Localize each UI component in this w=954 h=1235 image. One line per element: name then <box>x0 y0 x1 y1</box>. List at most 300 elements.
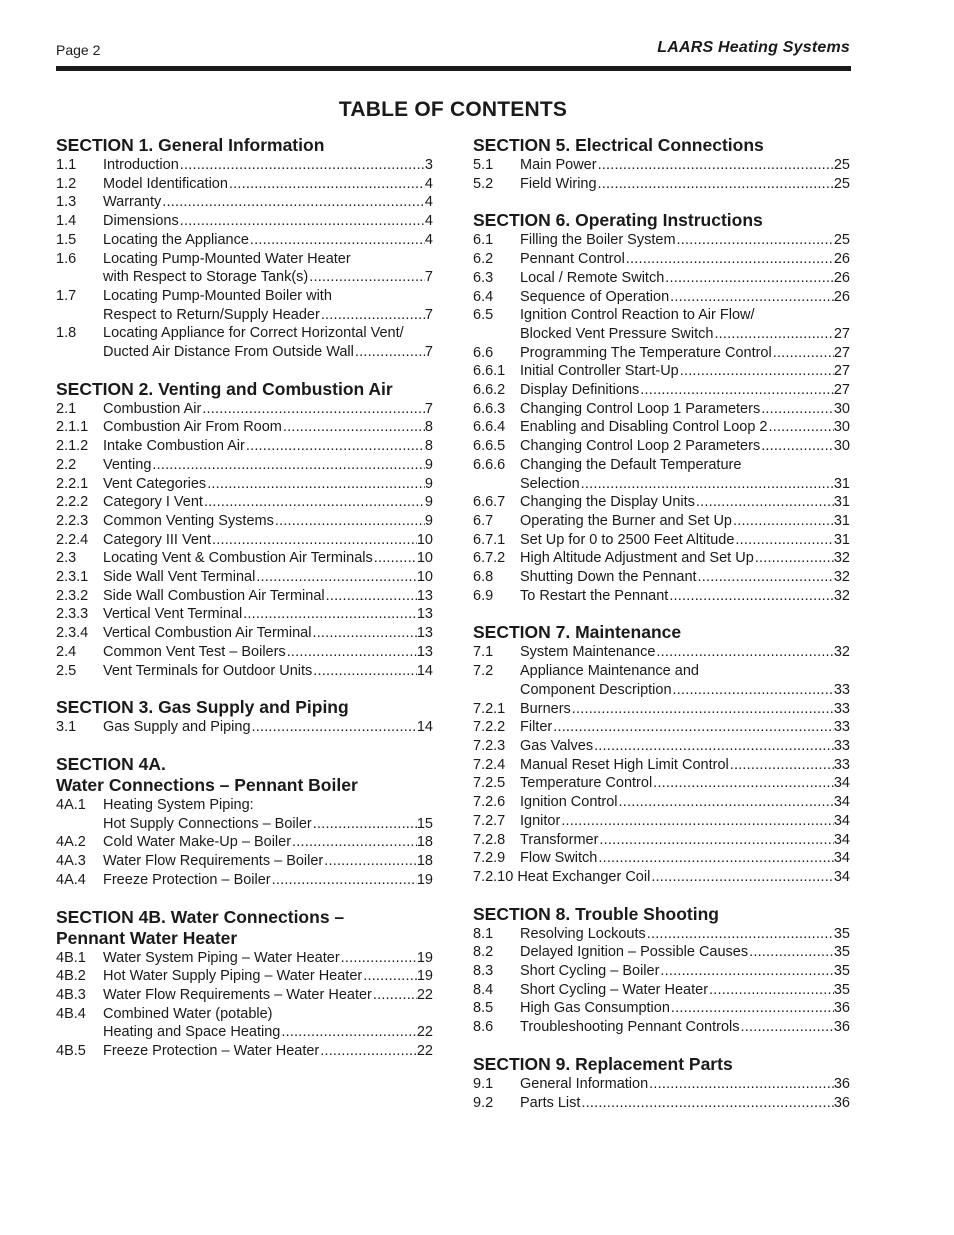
leader-dots <box>560 812 834 831</box>
entry-number: 7.2.10 <box>473 868 514 885</box>
entry-number: 2.2.4 <box>56 531 89 548</box>
leader-dots <box>323 852 417 871</box>
document-title: TABLE OF CONTENTS <box>338 98 568 121</box>
leader-dots <box>676 231 834 250</box>
leader-dots <box>659 962 833 981</box>
entry-number: 1.6 <box>56 250 77 267</box>
entry-number: 6.8 <box>473 569 494 586</box>
toc-entry <box>56 986 433 1005</box>
entry-page: 26 <box>833 269 850 286</box>
leader-dots <box>308 268 425 287</box>
entry-page: 33 <box>833 719 850 736</box>
leader-dots <box>251 718 417 737</box>
entry-title: Short Cycling – Boiler <box>520 963 660 980</box>
toc-entry <box>473 456 850 475</box>
toc-entry <box>56 1023 433 1042</box>
entry-title: Hot Supply Connections – Boiler <box>103 815 312 832</box>
entry-page: 33 <box>833 681 850 698</box>
entry-page: 35 <box>833 925 850 942</box>
entry-number: 7.2.4 <box>473 756 506 773</box>
entry-page: 31 <box>833 475 850 492</box>
toc-entry <box>56 833 433 852</box>
section-title: Pennant Water Heater <box>56 927 238 948</box>
leader-dots <box>161 193 425 212</box>
entry-number: 6.6 <box>473 344 494 361</box>
leader-dots <box>772 344 834 363</box>
leader-dots <box>652 774 834 793</box>
entry-number: 9.2 <box>473 1094 494 1111</box>
toc-entry <box>473 643 850 662</box>
toc-section <box>56 379 433 681</box>
leader-dots <box>597 175 834 194</box>
toc-entry <box>473 231 850 250</box>
toc-entry <box>56 624 433 643</box>
entry-number: 7.2.9 <box>473 850 506 867</box>
entry-number: 9.1 <box>473 1075 494 1092</box>
leader-dots <box>650 868 834 887</box>
leader-dots <box>354 343 425 362</box>
leader-dots <box>211 531 417 550</box>
entry-page: 33 <box>833 700 850 717</box>
entry-page: 15 <box>416 815 433 832</box>
entry-page: 34 <box>833 868 850 885</box>
brand-name: LAARS Heating Systems <box>657 39 850 56</box>
toc-section <box>56 135 433 362</box>
entry-page: 13 <box>416 606 433 623</box>
entry-title: Programming The Temperature Control <box>520 344 772 361</box>
entry-title: with Respect to Storage Tank(s) <box>103 269 309 286</box>
entry-page: 19 <box>416 871 433 888</box>
entry-number: 6.6.4 <box>473 419 506 436</box>
entry-page: 35 <box>833 963 850 980</box>
entry-number <box>56 343 103 362</box>
entry-number <box>56 1023 103 1042</box>
leader-dots <box>311 624 416 643</box>
leader-dots <box>580 1094 833 1113</box>
leader-dots <box>228 175 425 194</box>
entry-page: 30 <box>833 438 850 455</box>
entry-number: 6.6.5 <box>473 438 506 455</box>
entry-title: Changing Control Loop 2 Parameters <box>520 438 761 455</box>
toc-entry <box>473 549 850 568</box>
toc-entry <box>473 587 850 606</box>
entry-number <box>473 475 520 494</box>
entry-title: Selection <box>520 475 580 492</box>
toc-entry <box>473 512 850 531</box>
entry-number: 8.2 <box>473 944 494 961</box>
entry-title: To Restart the Pennant <box>520 587 669 604</box>
toc-entry <box>473 475 850 494</box>
entry-number: 8.5 <box>473 1000 494 1017</box>
entry-page: 25 <box>833 157 850 173</box>
entry-number: 7.1 <box>473 644 494 661</box>
entry-title: Hot Water Supply Piping – Water Heater <box>103 968 363 985</box>
leader-dots <box>255 568 417 587</box>
entry-title: Operating the Burner and Set Up <box>520 512 732 529</box>
entry-number <box>56 268 103 287</box>
section-title: SECTION 6. Operating Instructions <box>473 210 763 231</box>
entry-title: Locating Pump-Mounted Boiler with <box>103 287 332 304</box>
leader-dots <box>282 418 425 437</box>
entry-number: 7.2.8 <box>473 831 506 848</box>
section-title: Water Connections – Pennant Boiler <box>56 774 358 795</box>
leader-dots <box>648 1075 834 1094</box>
entry-page: 10 <box>416 569 433 586</box>
leader-dots <box>655 643 833 662</box>
entry-number: 6.7 <box>473 512 494 529</box>
leader-dots <box>760 400 834 419</box>
entry-page: 34 <box>833 831 850 848</box>
toc-section <box>56 697 433 737</box>
entry-number: 7.2.7 <box>473 812 506 829</box>
entry-page: 36 <box>833 1075 850 1092</box>
entry-title: Filter <box>520 719 553 736</box>
entry-title: General Information <box>520 1075 649 1092</box>
toc-entry <box>56 175 433 194</box>
entry-number: 3.1 <box>56 719 77 736</box>
entry-title: Locating Vent & Combustion Air Terminals <box>103 550 373 567</box>
entry-number: 2.3.3 <box>56 606 89 623</box>
entry-title: Field Wiring <box>520 175 597 192</box>
toc-entry <box>473 868 850 887</box>
entry-page: 36 <box>833 1019 850 1036</box>
entry-page: 14 <box>416 662 433 679</box>
leader-dots <box>271 871 417 890</box>
entry-page: 32 <box>833 587 850 604</box>
entry-page: 33 <box>833 756 850 773</box>
entry-number: 7.2.3 <box>473 737 506 754</box>
toc-entry <box>473 269 850 288</box>
entry-number: 6.6.3 <box>473 400 506 417</box>
entry-page: 4 <box>424 175 433 192</box>
entry-number: 1.8 <box>56 325 77 342</box>
entry-number: 2.3.1 <box>56 569 89 586</box>
leader-dots <box>679 362 834 381</box>
entry-page: 36 <box>833 1000 850 1017</box>
entry-number: 6.9 <box>473 587 494 604</box>
toc-entry <box>473 756 850 775</box>
leader-dots <box>618 793 834 812</box>
entry-number: 4B.3 <box>56 986 86 1003</box>
entry-title: Freeze Protection – Water Heater <box>103 1043 320 1060</box>
entry-number: 6.5 <box>473 307 494 324</box>
entry-title: Venting <box>103 456 152 473</box>
entry-number: 2.1.1 <box>56 419 89 436</box>
entry-page: 30 <box>833 400 850 417</box>
entry-page: 7 <box>424 344 433 361</box>
entry-page: 27 <box>833 344 850 361</box>
entry-title: Respect to Return/Supply Header <box>103 306 320 323</box>
entry-number: 2.2.3 <box>56 512 89 529</box>
toc-entry <box>56 343 433 362</box>
toc-entry <box>56 587 433 606</box>
toc-entry <box>473 381 850 400</box>
entry-title: Vertical Vent Terminal <box>103 606 243 623</box>
toc-entry <box>56 967 433 986</box>
leader-dots <box>597 156 834 175</box>
toc-entry <box>473 568 850 587</box>
entry-title: Introduction <box>103 157 179 173</box>
leader-dots <box>760 437 834 456</box>
entry-page: 18 <box>416 834 433 851</box>
entry-title: Troubleshooting Pennant Controls <box>520 1019 740 1036</box>
toc-entry <box>56 212 433 231</box>
entry-title: Locating Pump-Mounted Water Heater <box>103 250 351 267</box>
entry-number: 7.2.6 <box>473 794 506 811</box>
entry-title: Local / Remote Switch <box>520 269 665 286</box>
entry-page: 9 <box>424 475 433 492</box>
entry-title: Delayed Ignition – Possible Causes <box>520 944 749 961</box>
entry-title: Locating Appliance for Correct Horizontal Vent/ <box>103 325 404 342</box>
toc-entry <box>473 999 850 1018</box>
toc-entry <box>56 287 433 306</box>
section-title: SECTION 4B. Water Connections – <box>56 906 345 927</box>
entry-title: Changing the Display Units <box>520 494 695 511</box>
toc-entry <box>473 1094 850 1113</box>
leader-dots <box>325 587 417 606</box>
entry-page: 32 <box>833 550 850 567</box>
entry-page: 25 <box>833 232 850 249</box>
toc-entry <box>56 796 433 815</box>
leader-dots <box>597 849 834 868</box>
entry-title: Gas Supply and Piping <box>103 719 251 736</box>
leader-dots <box>362 967 417 986</box>
entry-page: 13 <box>416 643 433 660</box>
leader-dots <box>664 269 834 288</box>
toc-entry <box>56 871 433 890</box>
toc-section <box>56 907 433 1061</box>
entry-title: Initial Controller Start-Up <box>520 363 679 380</box>
entry-number: 4A.4 <box>56 871 86 888</box>
toc-entry <box>56 643 433 662</box>
entry-title: Display Definitions <box>520 382 640 399</box>
toc-entry <box>473 849 850 868</box>
toc-entry <box>473 400 850 419</box>
entry-title: Water Flow Requirements – Boiler <box>103 853 324 870</box>
leader-dots <box>372 986 417 1005</box>
toc-entry <box>56 815 433 834</box>
entry-page: 26 <box>833 288 850 305</box>
entry-number: 6.6.2 <box>473 382 506 399</box>
entry-number: 2.4 <box>56 643 77 660</box>
section-title: SECTION 5. Electrical Connections <box>473 135 764 155</box>
entry-title: Burners <box>520 700 571 717</box>
toc-entry <box>473 812 850 831</box>
toc-entry <box>473 418 850 437</box>
toc-entry <box>56 418 433 437</box>
entry-title: Locating the Appliance <box>103 231 249 248</box>
entry-title: Dimensions <box>103 213 179 230</box>
entry-title: Manual Reset High Limit Control <box>520 756 729 773</box>
entry-page: 36 <box>833 1094 850 1111</box>
toc-entry <box>56 1005 433 1024</box>
entry-page: 27 <box>833 363 850 380</box>
entry-page: 3 <box>424 157 433 173</box>
toc-entry <box>56 512 433 531</box>
toc-entry <box>473 943 850 962</box>
entry-title: Side Wall Combustion Air Terminal <box>103 587 325 604</box>
entry-page: 34 <box>833 850 850 867</box>
toc-entry <box>473 1018 850 1037</box>
entry-page: 35 <box>833 981 850 998</box>
entry-title: Side Wall Vent Terminal <box>103 569 256 586</box>
toc-entry <box>56 193 433 212</box>
leader-dots <box>625 250 834 269</box>
entry-number <box>56 306 103 325</box>
toc-entry <box>473 362 850 381</box>
leader-dots <box>729 756 834 775</box>
entry-number: 2.5 <box>56 662 77 679</box>
leader-dots <box>312 815 417 834</box>
entry-page: 31 <box>833 494 850 511</box>
toc-entry <box>473 662 850 681</box>
toc-entry <box>56 250 433 269</box>
leader-dots <box>767 418 833 437</box>
section-title: SECTION 9. Replacement Parts <box>473 1053 733 1074</box>
entry-number: 2.2.2 <box>56 494 89 511</box>
entry-page: 7 <box>424 400 433 417</box>
entry-number: 2.3 <box>56 550 77 567</box>
toc-entry <box>473 156 850 175</box>
toc-entry <box>473 925 850 944</box>
entry-page: 35 <box>833 944 850 961</box>
toc-section <box>473 622 850 886</box>
toc-entry <box>56 605 433 624</box>
entry-title: Category I Vent <box>103 494 203 511</box>
toc-entry <box>473 831 850 850</box>
entry-number <box>473 325 520 344</box>
entry-title: Resolving Lockouts <box>520 925 646 942</box>
entry-number: 2.3.4 <box>56 625 89 642</box>
toc-entry <box>473 681 850 700</box>
toc-entry <box>473 962 850 981</box>
entry-number: 8.1 <box>473 925 494 942</box>
toc-entry <box>473 493 850 512</box>
entry-page: 26 <box>833 251 850 268</box>
toc-left-column <box>56 135 433 1078</box>
entry-page: 22 <box>416 1043 433 1060</box>
leader-dots <box>672 681 834 700</box>
leader-dots <box>203 493 425 512</box>
leader-dots <box>320 306 425 325</box>
entry-title: Blocked Vent Pressure Switch <box>520 325 714 342</box>
entry-page: 19 <box>416 968 433 985</box>
entry-page: 33 <box>833 737 850 754</box>
leader-dots <box>552 718 834 737</box>
leader-dots <box>249 231 425 250</box>
leader-dots <box>319 1042 417 1061</box>
entry-number: 6.6.6 <box>473 456 506 473</box>
entry-title: System Maintenance <box>520 644 656 661</box>
leader-dots <box>280 1023 417 1042</box>
toc-entry <box>473 437 850 456</box>
toc-entry <box>473 288 850 307</box>
entry-title: Freeze Protection – Boiler <box>103 871 271 888</box>
entry-page: 27 <box>833 325 850 342</box>
entry-page: 22 <box>416 986 433 1003</box>
entry-title: Common Vent Test – Boilers <box>103 643 286 660</box>
leader-dots <box>151 456 425 475</box>
leader-dots <box>754 549 834 568</box>
entry-page: 8 <box>424 419 433 436</box>
toc-entry <box>56 156 433 175</box>
entry-title: Ignitor <box>520 812 561 829</box>
entry-title: Combustion Air From Room <box>103 419 282 436</box>
leader-dots <box>697 568 834 587</box>
entry-title: Transformer <box>520 831 599 848</box>
leader-dots <box>179 212 425 231</box>
section-title: SECTION 4A. <box>56 753 166 774</box>
entry-page: 4 <box>424 231 433 248</box>
entry-title: Model Identification <box>103 175 228 192</box>
entry-page: 9 <box>424 494 433 511</box>
entry-number: 4B.2 <box>56 968 86 985</box>
entry-number: 2.1.2 <box>56 438 89 455</box>
toc-entry <box>473 175 850 194</box>
entry-number: 6.7.1 <box>473 531 506 548</box>
leader-dots <box>668 587 834 606</box>
entry-number: 6.6.1 <box>473 363 506 380</box>
entry-title: Heating and Space Heating <box>103 1024 281 1041</box>
section-title: SECTION 7. Maintenance <box>473 622 682 643</box>
entry-title: Main Power <box>520 157 597 173</box>
header-rule <box>56 66 851 71</box>
entry-title: Heating System Piping: <box>103 796 254 813</box>
leader-dots <box>286 643 417 662</box>
entry-title: Vertical Combustion Air Terminal <box>103 625 312 642</box>
entry-title: Combined Water (potable) <box>103 1005 273 1022</box>
leader-dots <box>646 925 834 944</box>
toc-entry <box>56 493 433 512</box>
leader-dots <box>179 156 425 175</box>
entry-page: 4 <box>424 194 433 211</box>
toc-entry <box>473 344 850 363</box>
leader-dots <box>670 999 834 1018</box>
leader-dots <box>695 493 834 512</box>
leader-dots <box>245 437 425 456</box>
entry-number: 1.5 <box>56 231 77 248</box>
entry-page: 22 <box>416 1024 433 1041</box>
entry-title: Category III Vent <box>103 531 212 548</box>
toc-entry <box>56 718 433 737</box>
toc-section <box>473 904 850 1037</box>
toc-entry <box>56 949 433 968</box>
toc-entry <box>473 531 850 550</box>
entry-number: 7.2 <box>473 663 494 680</box>
entry-page: 31 <box>833 512 850 529</box>
leader-dots <box>291 833 417 852</box>
entry-title: Sequence of Operation <box>520 288 670 305</box>
toc-entry <box>56 1042 433 1061</box>
toc-entry <box>473 325 850 344</box>
toc-entry <box>56 531 433 550</box>
entry-title: Short Cycling – Water Heater <box>520 981 709 998</box>
entry-page: 4 <box>424 213 433 230</box>
section-title: SECTION 3. Gas Supply and Piping <box>56 697 349 718</box>
leader-dots <box>713 325 833 344</box>
entry-number: 7.2.1 <box>473 700 506 717</box>
entry-title: Vent Categories <box>103 475 207 492</box>
entry-page: 10 <box>416 531 433 548</box>
entry-number: 5.2 <box>473 175 494 192</box>
entry-number: 6.4 <box>473 288 494 305</box>
entry-page: 10 <box>416 550 433 567</box>
entry-number: 1.3 <box>56 194 77 211</box>
leader-dots <box>206 475 425 494</box>
toc-entry <box>56 662 433 681</box>
entry-page: 34 <box>833 812 850 829</box>
entry-title: Parts List <box>520 1094 581 1111</box>
